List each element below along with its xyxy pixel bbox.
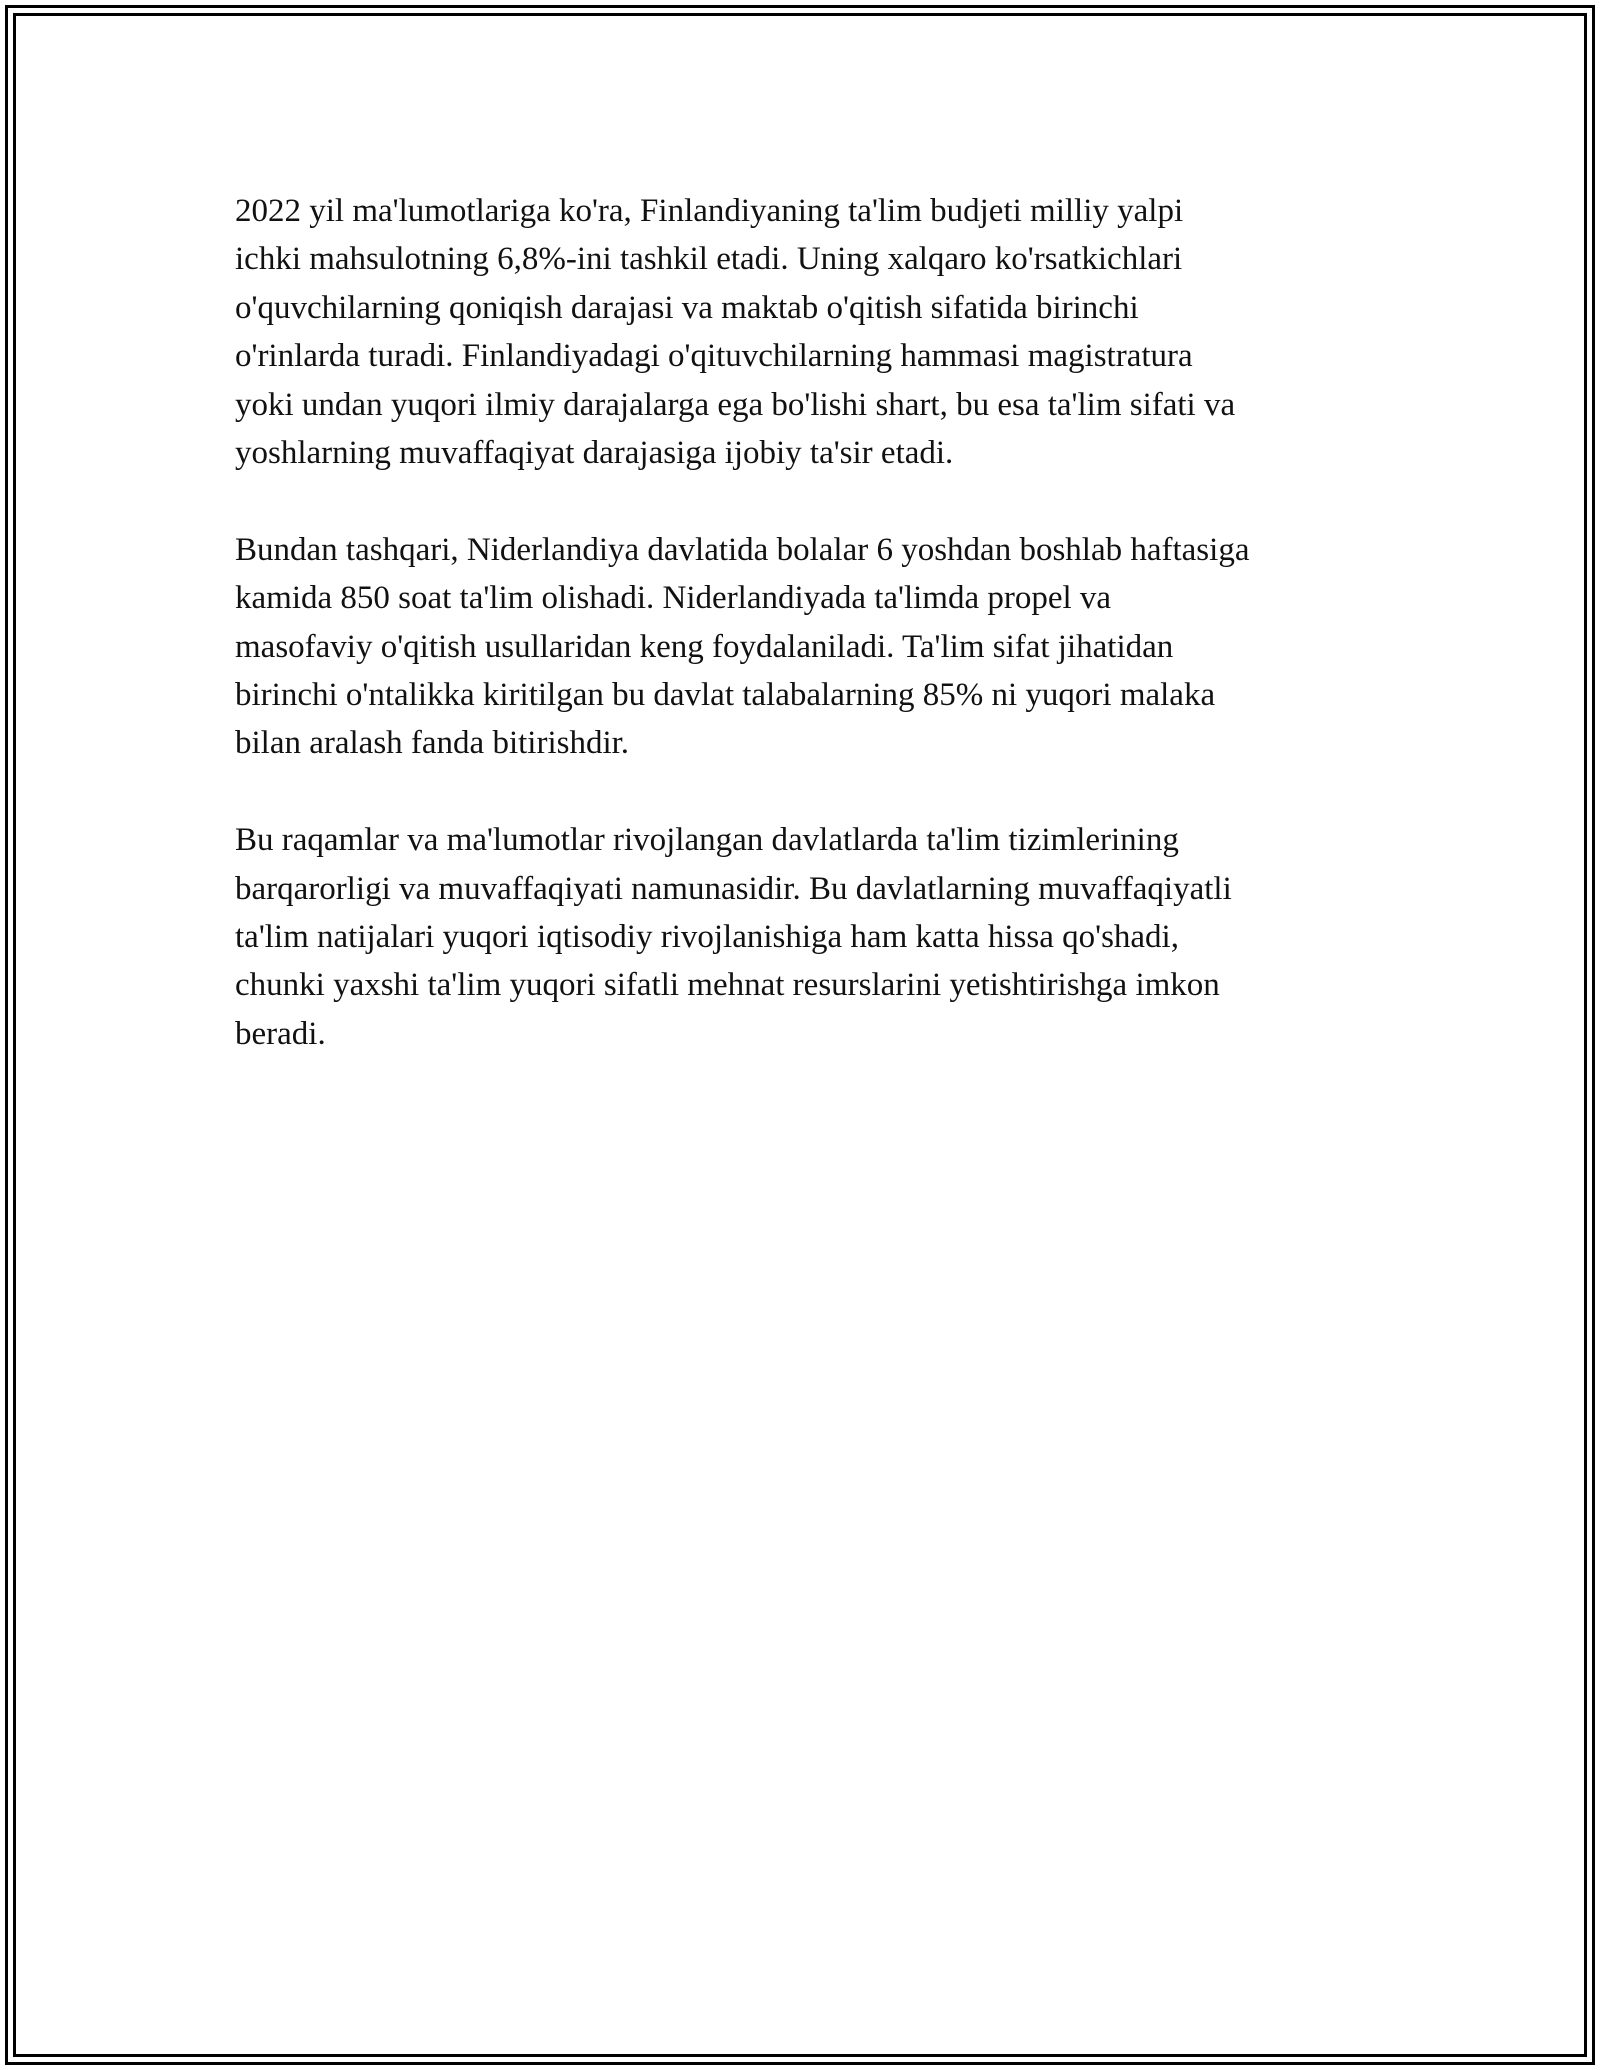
document-body [235, 187, 1395, 1107]
paragraph-finland: 2022 yil ma'lumotlariga ko'ra, Finlandiyaning ta'lim budjeti milliy yalpi ichki mahsulotning 6,8%-ini tashkil etadi. Uning xalqaro ko'rsatkichlari o'quvchilarning qoniqish darajasi va maktab o'qitish sifatida birinchi o'rinlarda turadi. Finlandiyadagi o'qituvchilarning hammasi magistratura yoki undan yuqori ilmiy darajalarga ega bo'lishi shart, bu esa ta'lim sifati va yoshlarning muvaffaqiyat darajasiga ijobiy ta'sir etadi. [235, 193, 1236, 472]
paragraph-conclusion: Bu raqamlar va ma'lumotlar rivojlangan davlatlarda ta'lim tizimlerining barqarorligi va muvaffaqiyati namunasidir. Bu davlatlarning muvaffaqiyatli ta'lim natijalari yuqori iqtisodiy rivojlanishiga ham katta hissa qo'shadi, chunki yaxshi ta'lim yuqori sifatli mehnat resurslarini yetishtirishga imkon beradi. [235, 822, 1232, 1052]
paragraph-netherlands: Bundan tashqari, Niderlandiya davlatida bolalar 6 yoshdan boshlab haftasiga kamida 850 soat ta'lim olishadi. Niderlandiyada ta'limda propel va masofaviy o'qitish usullaridan keng foydalaniladi. Ta'lim sifat jihatidan birinchi o'ntalikka kiritilgan bu davlat talabalarning 85% ni yuqori malaka bilan aralash fanda bitirishdir. [235, 531, 1250, 762]
